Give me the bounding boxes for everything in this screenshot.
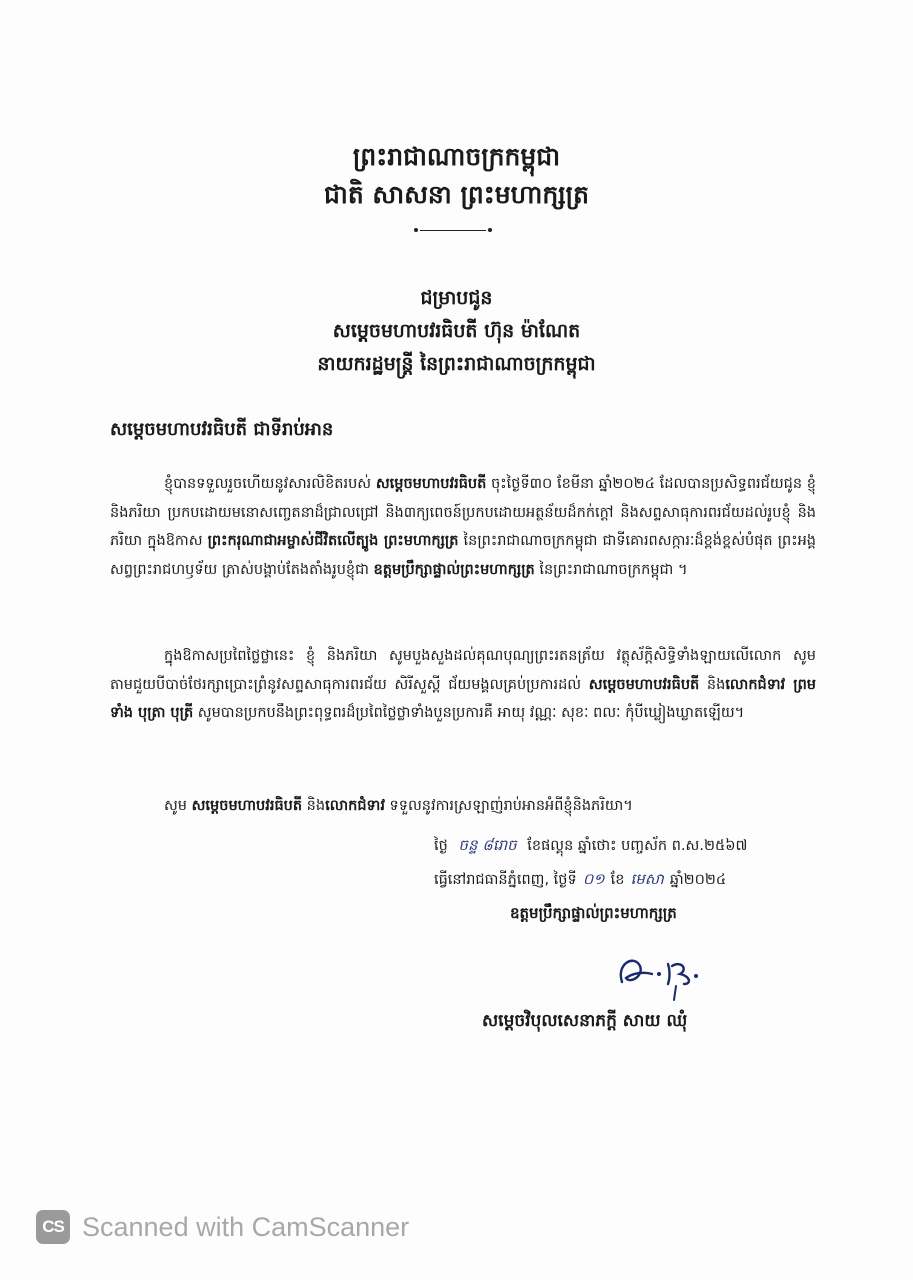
addressee-greeting: ជម្រាបជូន <box>420 287 493 309</box>
bold-run: សម្តេចមហាបវរធិបតី <box>191 797 303 814</box>
handwritten-lunar-day: ចន្ទ ៨រោច <box>458 836 517 854</box>
handwritten-day: ០១ <box>582 870 605 888</box>
paragraph-1 <box>110 470 816 584</box>
text-run: និង <box>302 798 326 814</box>
lunar-date-prefix: ថ្ងៃ <box>434 838 448 854</box>
national-header <box>0 138 913 214</box>
text-run: ក្នុងឱកាសប្រពៃថ្លៃថ្លានេះ ខ្ញុំ និងភរិយា សូមបួងសួងដល់គុណបុណ្យព្រះរតនត្រ័យ វត្ថុស័ក្តិសិទ្ធិទាំងឡាយលើលោក សូមតាមជួយបីបាច់ថែរក្សាប្រោះព្រំនូវសព្ទសាធុការពរជ័យ សិរីសួស្តី ជ័យមង្គលគ្រប់ប្រការដល់ <box>110 648 816 693</box>
bold-run: ព្រះករុណាជាអម្ចាស់ជីវិតលើត្បូង ព្រះមហាក្សត្រ <box>207 532 459 549</box>
text-run: និង <box>699 676 726 693</box>
handwritten-month: មេសា <box>630 870 664 888</box>
text-run: នៃព្រះរាជាណាចក្រកម្ពុជា ជាទីគោរពសក្ការៈដ៏ខ្ពង់ខ្ពស់បំផុត ព្រះអង្គសព្វព្រះរាជហឫទ័យ ត្រាស់បង្គាប់តែងតាំងរូបខ្ញុំជា <box>110 533 817 578</box>
addressee-position: នាយករដ្ឋមន្ត្រី នៃព្រះរាជាណាចក្រកម្ពុជា <box>317 353 596 375</box>
solar-date-middle: ខែ <box>610 872 625 888</box>
solar-date-prefix: ធ្វើនៅរាជធានីភ្នំពេញ, ថ្ងៃទី <box>434 872 577 888</box>
bold-run: ឧត្តមប្រឹក្សាផ្ទាល់ព្រះមហាក្សត្រ <box>373 560 535 578</box>
national-motto: ជាតិ សាសនា ព្រះមហាក្សត្រ <box>324 180 589 209</box>
watermark-text: Scanned with CamScanner <box>82 1211 410 1242</box>
lunar-date <box>434 836 747 858</box>
text-run: ខ្ញុំបានទទួលរួចហើយនូវសារលិខិតរបស់ <box>164 476 376 492</box>
solar-date <box>434 870 726 892</box>
bold-run: លោកជំទាវ <box>325 797 385 814</box>
text-run: នៃព្រះរាជាណាចក្រកម្ពុជា ។ <box>534 561 688 578</box>
text-run: ទទួលនូវការស្រឡាញ់រាប់អានអំពីខ្ញុំនិងភរិយា។ <box>384 798 633 814</box>
signer-title: ឧត្តមប្រឹក្សាផ្ទាល់ព្រះមហាក្សត្រ <box>510 904 677 922</box>
signer-name: សម្តេចវិបុលសេនាភក្តី សាយ ឈុំ <box>482 1011 688 1031</box>
kingdom-title: ព្រះរាជាណាចក្រកម្ពុជា <box>352 142 561 171</box>
salutation: សម្តេចមហាបវរធិបតី ជាទីរាប់អាន <box>110 419 334 440</box>
camscanner-logo-icon: CS <box>36 1210 70 1244</box>
text-run: សូម <box>164 798 192 814</box>
paragraph-3 <box>164 792 633 821</box>
lunar-date-suffix: ខែផល្គុន ឆ្នាំថោះ បញ្ចស័ក ព.ស.២៥៦៧ <box>527 838 748 854</box>
signature-mark <box>612 944 732 1004</box>
ornament-divider <box>420 230 486 231</box>
solar-date-suffix: ឆ្នាំ២០២៤ <box>669 872 727 888</box>
bold-run: សម្តេចមហាបវរធិបតី <box>375 475 487 492</box>
paragraph-2 <box>110 642 816 728</box>
bold-run: សម្តេចមហាបវរធិបតី <box>588 675 700 693</box>
camscanner-watermark <box>36 1208 409 1246</box>
addressee-name: សម្តេចមហាបវរធិបតី ហ៊ុន ម៉ាណែត <box>332 320 581 342</box>
addressee-block <box>0 282 913 381</box>
text-run: សូមបានប្រកបនឹងព្រះពុទ្ធពរដ៏ប្រពៃថ្លៃថ្លាទាំងបួនប្រការគឺ អាយុ វណ្ណៈ សុខៈ ពលៈ កុំបីឃ្លៀងឃ្លាតឡើយ។ <box>193 705 745 721</box>
bold-run: លោកជំទាវ ព្រមទាំង បុត្រា បុត្រី <box>110 675 816 721</box>
text-run: ចុះថ្ងៃទី៣០ ខែមីនា ឆ្នាំ២០២៤ ដែលបានប្រសិទ្ធពរជ័យជូន ខ្ញុំ និងភរិយា ប្រកបដោយមនោសញ្ចេតនាដ៏ជ្រាលជ្រៅ និង៣ក្យពេចន៍ប្រកបដោយអត្ថន័យដ៏កក់ក្តៅ និងសព្ទសាធុការពរជ័យដល់រូបខ្ញុំ និងភរិយា ក្នុងឱកាស <box>110 476 817 549</box>
